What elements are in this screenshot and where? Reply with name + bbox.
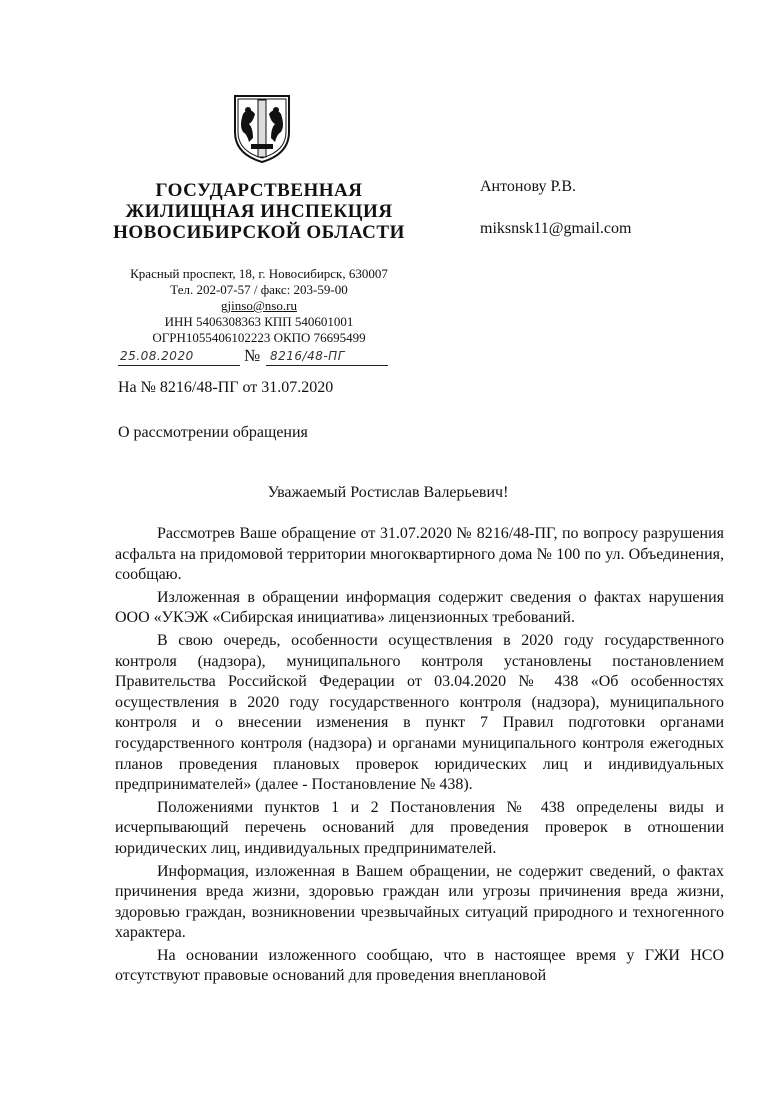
number-sign: № xyxy=(244,346,261,365)
letter-subject: О рассмотрении обращения xyxy=(118,424,308,441)
org-name-line-2: ЖИЛИЩНАЯ ИНСПЕКЦИЯ xyxy=(125,201,393,222)
body-paragraph-1: Рассмотрев Ваше обращение от 31.07.2020 № 8216/48-ПГ, по вопросу разрушения асфальта на придомовой территории многоквартирного дома № 100 по ул. Объединения, сообщаю. xyxy=(115,525,724,584)
organization-contacts xyxy=(110,266,408,346)
org-address: Красный проспект, 18, г. Новосибирск, 630007 xyxy=(130,266,388,281)
outgoing-number: 8216/48-ПГ xyxy=(270,349,345,363)
org-inn-kpp: ИНН 5406308363 КПП 540601001 xyxy=(164,314,354,329)
org-name-line-3: НОВОСИБИРСКОЙ ОБЛАСТИ xyxy=(113,222,405,243)
recipient-email: miksnsk11@gmail.com xyxy=(480,220,632,237)
org-phone-fax: Тел. 202-07-57 / факс: 203-59-00 xyxy=(170,282,348,297)
coat-of-arms-emblem xyxy=(231,92,293,164)
org-ogrn-okpo: ОГРН1055406102223 ОКПО 76695499 xyxy=(152,330,366,345)
body-paragraph-4: Положениями пунктов 1 и 2 Постановления № 438 определены виды и исчерпывающий перечень оснований для проведения проверок в отношении юридических лиц, индивидуальных предпринимателей. xyxy=(115,798,724,857)
date-underline xyxy=(118,365,240,366)
outgoing-date: 25.08.2020 xyxy=(120,349,194,363)
body-paragraph-3: В свою очередь, особенности осуществления в 2020 году государственного контроля (надзора), муниципального контроля установлены постановлением Правительства Российской Федерации от 03.04.2020 № 438 «Об особенностях осуществления в 2020 году государственного контроля (надзора), муниципального контроля и о внесении изменения в пункт 7 Правил подготовки органами государственного контроля (надзора) и органами муниципального контроля ежегодных планов проведения плановых проверок юридических лиц и индивидуальных предпринимателей» (далее - Постановление № 438). xyxy=(115,631,724,794)
recipient-name: Антонову Р.В. xyxy=(480,178,577,195)
body-paragraph-2: Изложенная в обращении информация содержит сведения о фактах нарушения ООО «УКЭЖ «Сибирская инициатива» лицензионных требований. xyxy=(115,588,724,627)
body-paragraph-6: На основании изложенного сообщаю, что в настоящее время у ГЖИ НСО отсутствуют правовые оснований для проведения внеплановой xyxy=(115,946,724,985)
number-underline xyxy=(266,365,388,366)
org-email-link[interactable]: gjinso@nso.ru xyxy=(221,298,297,313)
organization-name xyxy=(110,180,408,243)
body-paragraph-5: Информация, изложенная в Вашем обращении, не содержит сведений, о фактах причинения вреда жизни, здоровью граждан или угрозы причинения вреда жизни, здоровью граждан, возникновении чрезвычайных ситуаций природного и техногенного характера. xyxy=(115,862,724,942)
org-name-line-1: ГОСУДАРСТВЕННАЯ xyxy=(155,180,363,201)
registration-line xyxy=(118,346,388,368)
greeting: Уважаемый Ростислав Валерьевич! xyxy=(267,484,509,501)
letter-body xyxy=(115,524,724,989)
reference-line: На № 8216/48-ПГ от 31.07.2020 xyxy=(118,379,334,396)
